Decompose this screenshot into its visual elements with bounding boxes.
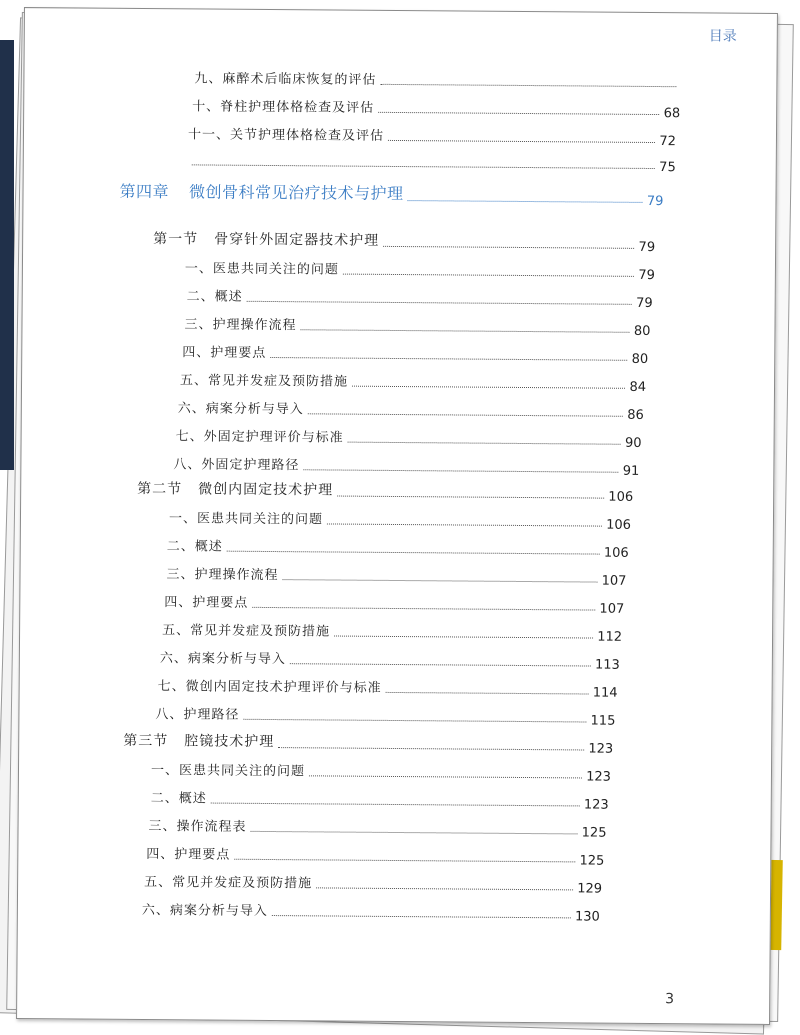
dot-leader (352, 386, 625, 389)
book-cover-edge (0, 40, 14, 470)
dot-leader (316, 887, 573, 890)
toc-page-number: 91 (622, 463, 640, 479)
item-text: 二、概述 (150, 791, 207, 807)
item-text: 一、医患共同关注的问题 (184, 261, 340, 278)
toc-item (166, 563, 626, 589)
toc-page-number: 84 (629, 379, 647, 395)
toc-item (194, 67, 680, 93)
toc-page-number: 79 (638, 267, 655, 284)
dot-leader (301, 329, 630, 333)
toc-title (178, 397, 304, 417)
dot-leader (227, 551, 600, 555)
toc-title (153, 228, 379, 250)
toc-title (192, 95, 374, 115)
toc-section (137, 479, 633, 505)
item-text: 六、病案分析与导入 (177, 401, 304, 418)
dot-leader (386, 692, 589, 695)
toc-title (144, 871, 312, 891)
toc-page-number: 80 (633, 323, 651, 339)
toc-title (146, 843, 230, 863)
toc-item (167, 535, 629, 561)
section-number: 第二节 (137, 480, 183, 498)
toc-page-number: 79 (636, 295, 653, 312)
item-text: 九、麻醉术后临床恢复的评估 (194, 71, 377, 88)
toc-page-number: 79 (646, 193, 664, 210)
item-text: 六、病案分析与导入 (159, 651, 286, 668)
toc-item (142, 899, 600, 925)
toc-page-number: 107 (601, 573, 627, 589)
toc-item (151, 759, 611, 785)
dot-leader (337, 496, 604, 499)
page-number: 3 (665, 991, 675, 1008)
dot-leader (251, 831, 578, 835)
toc-item (144, 871, 602, 897)
dot-leader (270, 357, 627, 361)
item-text: 十一、关节护理体格检查及评估 (187, 127, 385, 144)
toc-item (178, 397, 644, 423)
toc-item (160, 647, 620, 673)
toc-title (123, 730, 274, 751)
toc-title (194, 67, 376, 87)
toc-page-number: 112 (597, 629, 623, 645)
dot-leader (334, 636, 593, 639)
toc-page-number: 106 (606, 517, 631, 533)
toc-page-number: 125 (579, 853, 605, 869)
toc-title (173, 453, 299, 473)
toc-title (137, 478, 333, 500)
dot-leader (408, 200, 643, 203)
toc-page-number: 90 (624, 435, 642, 451)
dot-leader (244, 719, 587, 723)
toc-page-number: 130 (574, 909, 600, 925)
toc-title (148, 815, 246, 835)
item-text: 一、医患共同关注的问题 (168, 511, 324, 528)
section-text: 微创内固定技术护理 (198, 481, 334, 499)
toc-title (185, 257, 339, 277)
dot-leader (234, 859, 575, 863)
toc-item (188, 123, 676, 149)
toc-item (187, 285, 653, 311)
toc-page-number: 68 (663, 106, 681, 122)
toc-item (148, 815, 606, 841)
dot-leader (211, 803, 580, 807)
item-text: 二、概述 (186, 289, 243, 305)
section-number: 第一节 (153, 231, 199, 248)
dot-leader (272, 915, 571, 918)
toc-title (151, 759, 305, 779)
dot-leader (383, 246, 634, 249)
toc-page-number: 114 (592, 685, 618, 701)
item-text: 七、微创内固定技术护理评价与标准 (157, 679, 382, 696)
item-text: 三、护理操作流程 (166, 567, 279, 584)
toc-page-number: 107 (599, 601, 625, 617)
toc-section (153, 229, 655, 255)
toc-chapter (119, 171, 663, 209)
section-text: 骨穿针外固定器技术护理 (214, 231, 380, 249)
toc-title (164, 591, 248, 611)
toc-page-number: 72 (659, 134, 677, 150)
toc-page-number: 113 (594, 657, 620, 673)
item-text: 四、护理要点 (164, 595, 249, 611)
toc-item (180, 369, 646, 395)
item-text: 三、护理操作流程 (184, 317, 297, 334)
dot-leader (378, 112, 659, 115)
dot-leader (247, 301, 632, 305)
toc-page-number: 129 (577, 881, 603, 897)
dot-leader (309, 775, 582, 778)
toc-title (166, 563, 278, 583)
item-text: 六、病案分析与导入 (141, 903, 268, 919)
toc-title (162, 619, 330, 639)
toc-page-number: 106 (608, 489, 634, 505)
toc-title (184, 313, 296, 333)
toc-item (151, 787, 609, 813)
dot-leader (343, 274, 634, 277)
section-number: 第三节 (123, 732, 169, 750)
dot-leader (348, 442, 621, 445)
toc-item (169, 507, 631, 533)
toc-page-number: 106 (603, 545, 629, 561)
item-text: 十、脊柱护理体格检查及评估 (192, 99, 375, 116)
toc-item (184, 313, 650, 339)
item-text: 三、操作流程表 (148, 819, 247, 835)
toc-page-number: 79 (638, 239, 656, 256)
toc-item (185, 257, 655, 283)
item-text: 五、常见并发症及预防措施 (179, 373, 349, 390)
item-text: 五、常见并发症及预防措施 (162, 623, 331, 640)
dot-leader (278, 747, 584, 750)
toc-item (155, 703, 615, 729)
chapter-number: 第四章 (119, 181, 170, 202)
toc-item (146, 843, 604, 869)
toc-item (192, 95, 680, 121)
toc-page-number: 123 (588, 741, 614, 757)
item-text: 二、概述 (166, 539, 223, 555)
item-text: 八、护理路径 (155, 707, 240, 723)
dot-leader (388, 140, 655, 143)
item-text: 四、护理要点 (146, 847, 231, 863)
dot-leader (304, 469, 619, 472)
running-header: 目录 (708, 28, 737, 45)
dot-leader (192, 164, 655, 169)
item-text: 七、外固定护理评价与标准 (175, 429, 344, 446)
dot-leader (290, 663, 591, 666)
toc-page-number: 115 (590, 713, 616, 729)
toc-section (123, 731, 613, 757)
toc-page-number: 86 (627, 407, 644, 423)
toc-title (151, 787, 207, 806)
toc-item (173, 453, 639, 479)
toc-title (180, 369, 348, 389)
toc-item (158, 675, 618, 701)
toc-title (119, 179, 403, 204)
dot-leader (308, 413, 623, 416)
toc-title (160, 647, 286, 667)
item-text: 一、医患共同关注的问题 (150, 763, 306, 780)
dot-leader (283, 579, 598, 582)
dot-leader (381, 84, 677, 87)
toc-page-number: 123 (583, 797, 609, 813)
toc-page-number: 123 (586, 769, 612, 785)
toc-title (158, 675, 382, 696)
toc-title (169, 507, 323, 527)
dot-leader (252, 607, 595, 611)
toc-item (182, 341, 648, 367)
toc-title (187, 285, 243, 304)
toc-page-number: 80 (631, 351, 649, 367)
toc-title (176, 425, 344, 445)
toc-title (155, 703, 239, 723)
toc-title (188, 123, 384, 144)
item-text: 八、外固定护理路径 (173, 457, 300, 474)
section-text: 腔镜技术护理 (184, 733, 275, 751)
item-text: 四、护理要点 (182, 345, 267, 361)
toc-page (16, 7, 778, 1025)
toc-item (164, 591, 624, 617)
item-text: 五、常见并发症及预防措施 (144, 875, 313, 892)
toc-title (167, 535, 223, 554)
toc-page-number: 75 (659, 160, 676, 176)
toc-page-number: 125 (581, 825, 607, 841)
dot-leader (327, 523, 602, 526)
toc-item (176, 425, 642, 451)
toc-title (142, 899, 268, 919)
toc-item (162, 619, 622, 645)
toc-title (182, 341, 266, 361)
chapter-text: 微创骨科常见治疗技术与护理 (188, 182, 404, 204)
